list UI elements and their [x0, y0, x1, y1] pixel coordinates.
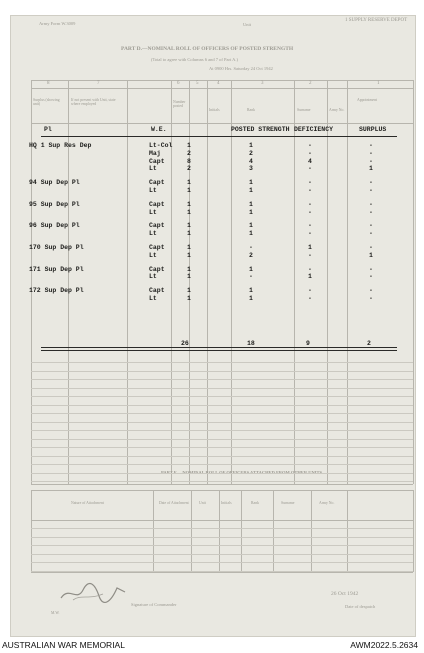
ruled-line — [31, 422, 413, 423]
we-cell: 1 — [187, 208, 191, 216]
surplus-cell: - — [369, 142, 373, 149]
part-e-col-rule — [273, 490, 274, 572]
rank-cell: Capt — [149, 244, 165, 251]
ruled-line — [31, 562, 413, 563]
col-rule — [347, 80, 348, 484]
surplus-cell: - — [369, 265, 373, 273]
column-number: 4 — [217, 81, 220, 86]
col-header-employed: If not present with Unit, state where employed — [71, 98, 116, 106]
total-deficiency: 9 — [306, 340, 310, 347]
col-rule — [207, 80, 208, 484]
total-surplus: 2 — [367, 340, 371, 347]
deficiency-cell: - — [308, 265, 312, 273]
col-header-initials: Initials — [209, 108, 220, 112]
surplus-cell: - — [369, 222, 373, 230]
totals-rule-top — [41, 347, 397, 348]
ruled-line — [31, 396, 413, 397]
ruled-line — [31, 439, 413, 440]
part-e-header: Initials — [221, 501, 232, 505]
rank-cell: Maj — [149, 149, 161, 157]
part-e-header: Army No. — [319, 501, 335, 505]
part-e-col-rule — [153, 490, 154, 572]
rank-cell: Capt — [149, 200, 165, 208]
column-number: 2 — [309, 81, 312, 86]
we-cell: 1 — [187, 251, 191, 259]
footer-right: AWM2022.5.2634 — [350, 640, 418, 650]
we-cell: 8 — [187, 157, 191, 165]
deficiency-cell: - — [308, 179, 312, 187]
roll-row — [11, 222, 415, 230]
print-note: M.W. — [51, 611, 60, 615]
column-number: 6 — [177, 81, 180, 86]
table-bottom-rule — [31, 484, 413, 485]
deficiency-cell: - — [308, 142, 312, 149]
typed-header-deficiency: DEFICIENCY — [294, 126, 334, 133]
unit-name: 96 Sup Dep Pl — [29, 222, 80, 230]
roll-row — [11, 273, 415, 281]
col-rule — [127, 80, 128, 484]
unit-name: 171 Sup Dep Pl — [29, 265, 84, 273]
date-label: Date of despatch — [345, 604, 376, 609]
ruled-line — [31, 528, 413, 529]
posted-cell: 1 — [249, 295, 253, 302]
posted-cell: 2 — [249, 251, 253, 259]
posted-cell: 1 — [249, 287, 253, 295]
unit-name: HQ 1 Sup Res Dep — [29, 142, 92, 149]
posted-cell: 1 — [249, 179, 253, 187]
part-e-col-rule — [219, 490, 220, 572]
posted-cell: 1 — [249, 200, 253, 208]
col-rule — [294, 80, 295, 484]
signature-scrawl — [59, 582, 129, 604]
surplus-cell: 1 — [369, 251, 373, 259]
unit-name: 172 Sup Dep Pl — [29, 287, 84, 295]
posted-cell: 1 — [249, 187, 253, 194]
roll-row — [11, 244, 415, 252]
posted-cell: 1 — [249, 142, 253, 149]
we-cell: 1 — [187, 287, 191, 295]
typed-header-pl: Pl — [44, 126, 52, 133]
rank-cell: Capt — [149, 222, 165, 230]
we-cell: 1 — [187, 222, 191, 230]
deficiency-cell: - — [308, 295, 312, 302]
surplus-cell: - — [369, 230, 373, 238]
signature-label: Signature of Commander — [131, 602, 177, 607]
footer-left: AUSTRALIAN WAR MEMORIAL — [2, 640, 125, 650]
totals-rule-bottom — [41, 350, 397, 351]
part-e-header: Date of Attachment — [159, 501, 189, 505]
posted-cell: 1 — [249, 208, 253, 216]
roll-row — [11, 150, 415, 158]
we-cell: 1 — [187, 230, 191, 238]
part-e-bottom-rule — [31, 572, 413, 573]
column-number-rule — [31, 88, 413, 89]
part-e-col-rule — [347, 490, 348, 572]
surplus-cell: - — [369, 149, 373, 157]
roll-row — [11, 179, 415, 187]
we-cell: 1 — [187, 244, 191, 251]
part-d-title: PART D.—NOMINAL ROLL OF OFFICERS OF POSTED STRENGTH — [121, 46, 294, 52]
roll-row — [11, 158, 415, 166]
part-e-title: PART E.—NOMINAL ROLL OF OFFICERS ATTACHED FROM OTHER UNITS. — [161, 470, 324, 475]
surplus-cell: - — [369, 208, 373, 216]
we-cell: 1 — [187, 142, 191, 149]
column-number: 3 — [261, 81, 264, 86]
rank-cell: Capt — [149, 179, 165, 187]
ruled-line — [31, 388, 413, 389]
surplus-cell: - — [369, 187, 373, 194]
we-cell: 1 — [187, 265, 191, 273]
col-rule — [413, 80, 414, 484]
part-e-header: Rank — [251, 501, 260, 505]
part-e-header: Nature of Attachment — [71, 501, 104, 505]
deficiency-cell: - — [308, 230, 312, 238]
unit-name: 170 Sup Dep Pl — [29, 244, 84, 251]
ruled-line — [31, 371, 413, 372]
we-cell: 1 — [187, 187, 191, 194]
deficiency-cell: - — [308, 251, 312, 259]
ruled-line — [31, 537, 413, 538]
part-d-subtitle: (Total to agree with Columns 6 and 7 of Part A.) — [151, 57, 239, 62]
rank-cell: Lt — [149, 230, 157, 238]
typed-header-we: W.E. — [151, 126, 167, 133]
deficiency-cell: - — [308, 200, 312, 208]
deficiency-cell: 1 — [308, 244, 312, 251]
typed-header-posted: POSTED STRENGTH — [231, 126, 290, 133]
ruled-line — [31, 554, 413, 555]
archive-footer — [0, 640, 424, 653]
surplus-cell: - — [369, 273, 373, 281]
deficiency-cell: - — [308, 287, 312, 295]
surplus-cell: - — [369, 244, 373, 251]
posted-cell: 1 — [249, 265, 253, 273]
roll-row — [11, 201, 415, 209]
deficiency-cell: - — [308, 149, 312, 157]
rank-cell: Lt — [149, 251, 157, 259]
rank-cell: Capt — [149, 287, 165, 295]
ruled-line — [31, 447, 413, 448]
part-e-top-rule — [31, 490, 413, 491]
part-e-header: Surname — [281, 501, 295, 505]
we-cell: 1 — [187, 179, 191, 187]
roll-row — [11, 165, 415, 173]
rank-cell: Lt-Col — [149, 142, 173, 149]
part-e-col-rule — [311, 490, 312, 572]
we-cell: 2 — [187, 149, 191, 157]
col-header-army-no: Army No. — [329, 108, 345, 112]
col-rule — [327, 80, 328, 484]
we-cell: 2 — [187, 165, 191, 173]
roll-row — [11, 287, 415, 295]
roll-row — [11, 230, 415, 238]
we-cell: 1 — [187, 200, 191, 208]
rank-cell: Lt — [149, 187, 157, 194]
col-rule — [171, 80, 172, 484]
posted-cell: - — [249, 273, 253, 281]
part-e-col-rule — [31, 490, 32, 572]
surplus-cell: 1 — [369, 165, 373, 173]
total-posted: 18 — [247, 340, 255, 347]
deficiency-cell: - — [308, 208, 312, 216]
col-header-rank: Rank — [247, 108, 256, 112]
document-sheet — [10, 15, 416, 637]
we-cell: 1 — [187, 295, 191, 302]
part-e-col-rule — [413, 490, 414, 572]
posted-cell: - — [249, 244, 253, 251]
part-e-header: Unit — [199, 501, 206, 505]
roll-row — [11, 209, 415, 217]
part-e-col-rule — [241, 490, 242, 572]
deficiency-cell: 1 — [308, 273, 312, 281]
surplus-cell: - — [369, 200, 373, 208]
surplus-cell: - — [369, 179, 373, 187]
unit-name: 94 Sup Dep Pl — [29, 179, 80, 187]
surplus-cell: - — [369, 157, 373, 165]
col-rule — [189, 80, 190, 484]
column-number: 7 — [97, 81, 100, 86]
rank-cell: Lt — [149, 295, 157, 302]
table-top-rule — [31, 80, 413, 81]
column-number: 1 — [377, 81, 380, 86]
ruled-line — [31, 456, 413, 457]
surplus-cell: - — [369, 287, 373, 295]
unit-label: Unit — [243, 22, 252, 27]
col-rule — [31, 80, 32, 484]
deficiency-cell: - — [308, 222, 312, 230]
total-we: 26 — [181, 340, 189, 347]
surplus-cell: - — [369, 295, 373, 302]
date-value: 26 Oct 1942 — [331, 591, 359, 597]
col-rule — [68, 80, 69, 484]
column-number: 5 — [196, 81, 199, 86]
ruled-line — [31, 413, 413, 414]
part-e-col-rule — [191, 490, 192, 572]
rank-cell: Capt — [149, 265, 165, 273]
part-e-header-rule — [31, 520, 413, 521]
rank-cell: Lt — [149, 273, 157, 281]
ruled-line — [31, 379, 413, 380]
roll-row — [11, 187, 415, 195]
army-form-label: Army Form W.3009 — [39, 21, 76, 26]
ruled-line — [31, 481, 413, 482]
ruled-line — [31, 464, 413, 465]
col-header-surname: Surname — [297, 108, 311, 112]
col-header-surplus: Surplus (showing unit) — [33, 98, 60, 106]
ruled-line — [31, 571, 413, 572]
col-header-number: Number posted — [173, 100, 186, 108]
col-header-appointment: Appointment — [357, 98, 378, 102]
posted-cell: 1 — [249, 230, 253, 238]
header-right: 1 SUPPLY RESERVE DEPOT — [345, 18, 408, 23]
posted-cell: 3 — [249, 165, 253, 173]
rank-cell: Lt — [149, 208, 157, 216]
deficiency-cell: 4 — [308, 157, 312, 165]
col-rule — [231, 80, 232, 484]
typed-header-underline — [41, 136, 397, 137]
column-header-rule — [31, 123, 413, 124]
typed-header-surplus: SURPLUS — [359, 126, 387, 133]
rank-cell: Lt — [149, 165, 157, 173]
roll-row — [11, 142, 415, 150]
rank-cell: Capt — [149, 157, 165, 165]
roll-row — [11, 295, 415, 303]
roll-row — [11, 266, 415, 274]
posted-cell: 2 — [249, 149, 253, 157]
posted-cell: 4 — [249, 157, 253, 165]
roll-row — [11, 252, 415, 260]
ruled-line — [31, 405, 413, 406]
unit-name: 95 Sup Dep Pl — [29, 200, 80, 208]
at-date: At 0900 Hrs. Saturday 24 Oct 1942 — [209, 66, 273, 71]
ruled-line — [31, 473, 413, 474]
deficiency-cell: - — [308, 187, 312, 194]
ruled-line — [31, 545, 413, 546]
column-number: 8 — [47, 81, 50, 86]
ruled-line — [31, 430, 413, 431]
we-cell: 1 — [187, 273, 191, 281]
posted-cell: 1 — [249, 222, 253, 230]
deficiency-cell: - — [308, 165, 312, 173]
ruled-line — [31, 362, 413, 363]
